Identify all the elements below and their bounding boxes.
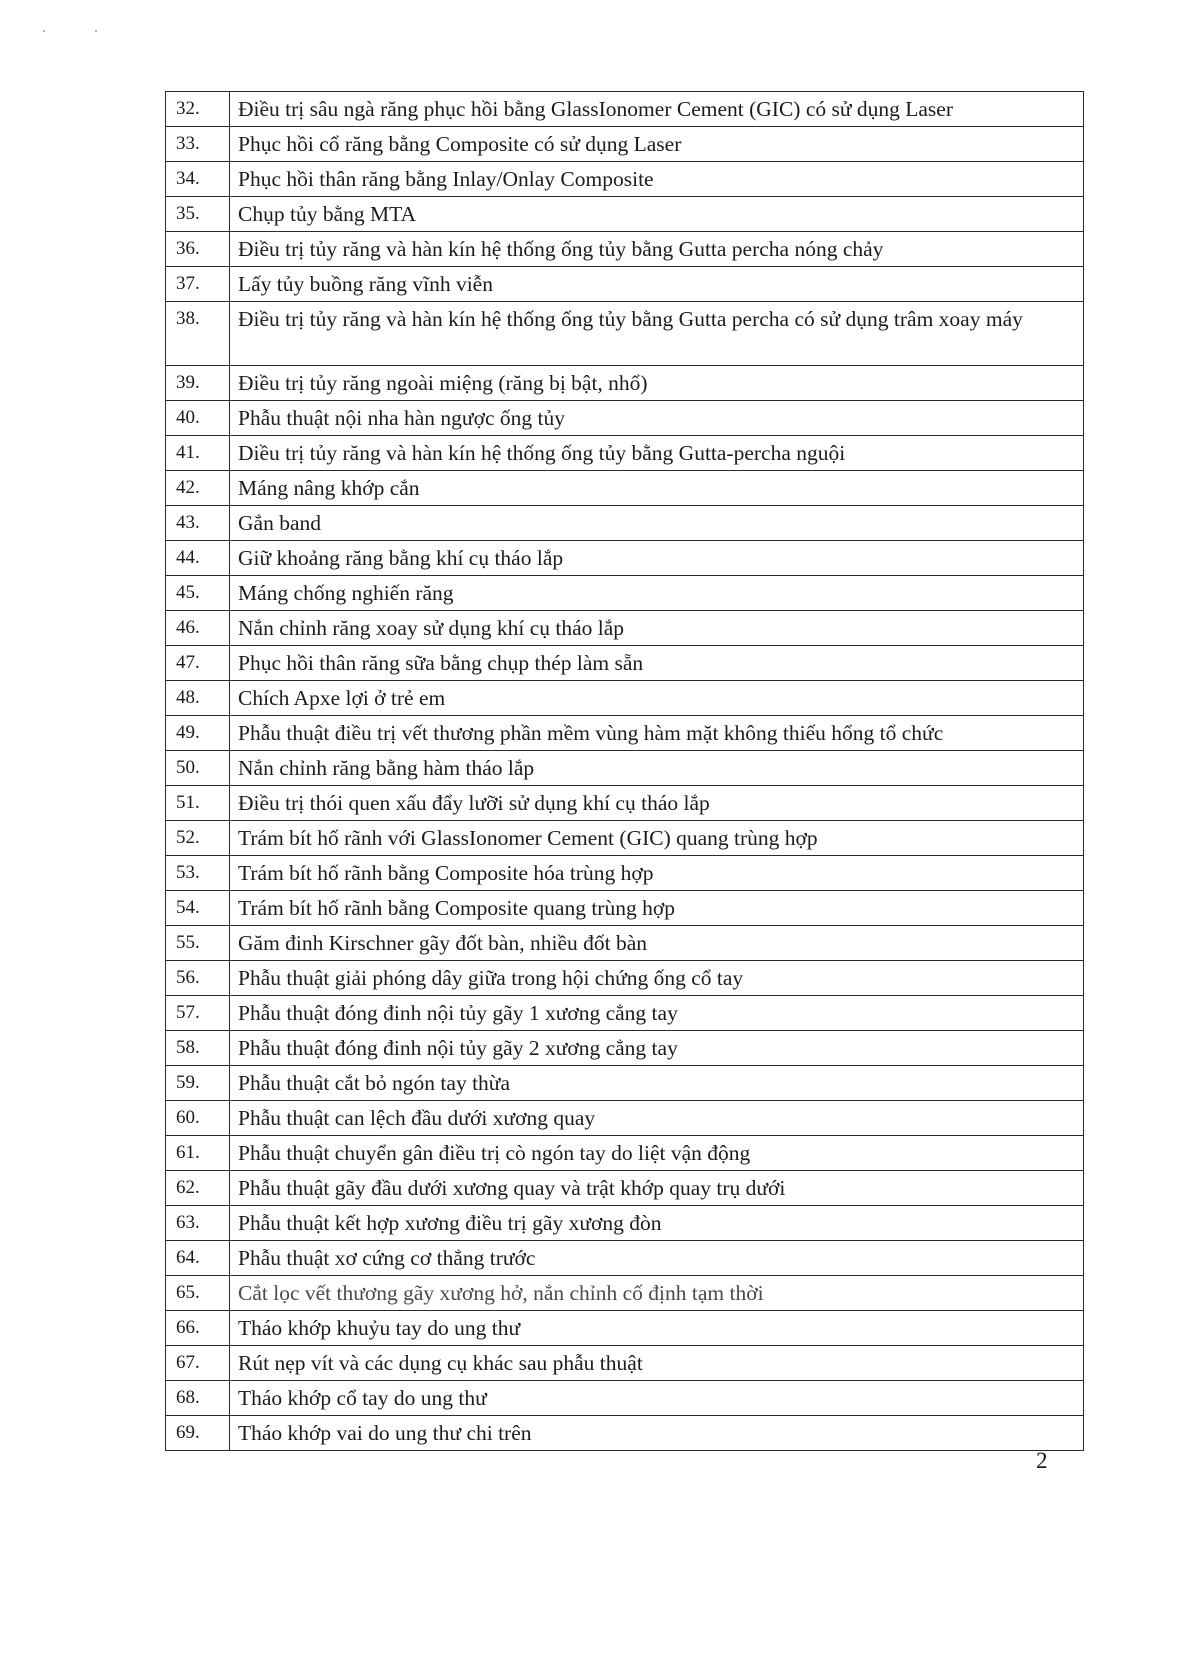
table-row — [166, 611, 1084, 646]
table-row — [166, 92, 1084, 127]
row-procedure: Phẫu thuật nội nha hàn ngược ống tủy — [230, 401, 1084, 436]
row-number: 36. — [166, 232, 230, 267]
row-number: 62. — [166, 1171, 230, 1206]
table-row — [166, 302, 1084, 366]
row-number: 55. — [166, 926, 230, 961]
table-row — [166, 127, 1084, 162]
table-row — [166, 1136, 1084, 1171]
row-procedure: Phẫu thuật gãy đầu dưới xương quay và trật khớp quay trụ dưới — [230, 1171, 1084, 1206]
table-row — [166, 1381, 1084, 1416]
row-number: 60. — [166, 1101, 230, 1136]
table-row — [166, 961, 1084, 996]
scan-speck — [95, 30, 97, 32]
row-procedure: Diều trị tủy răng và hàn kín hệ thống ống tủy bằng Gutta-percha nguội — [230, 436, 1084, 471]
table-row — [166, 1241, 1084, 1276]
row-procedure: Điều trị tủy răng và hàn kín hệ thống ống tủy bằng Gutta percha có sử dụng trâm xoay máy — [230, 302, 1084, 366]
row-procedure: Điều trị tủy răng và hàn kín hệ thống ống tủy bằng Gutta percha nóng chảy — [230, 232, 1084, 267]
row-number: 46. — [166, 611, 230, 646]
table-row — [166, 471, 1084, 506]
row-procedure: Máng nâng khớp cắn — [230, 471, 1084, 506]
row-number: 65. — [166, 1276, 230, 1311]
row-number: 69. — [166, 1416, 230, 1451]
table-row — [166, 436, 1084, 471]
table-row — [166, 926, 1084, 961]
row-number: 67. — [166, 1346, 230, 1381]
table-row — [166, 646, 1084, 681]
row-number: 40. — [166, 401, 230, 436]
row-procedure: Phẫu thuật đóng đinh nội tủy gãy 1 xương cẳng tay — [230, 996, 1084, 1031]
table-row — [166, 751, 1084, 786]
row-number: 49. — [166, 716, 230, 751]
row-procedure: Găm đinh Kirschner gãy đốt bàn, nhiều đốt bàn — [230, 926, 1084, 961]
row-procedure: Điều trị thói quen xấu đẩy lưỡi sử dụng khí cụ tháo lắp — [230, 786, 1084, 821]
row-number: 66. — [166, 1311, 230, 1346]
table-row — [166, 366, 1084, 401]
row-procedure: Điều trị sâu ngà răng phục hồi bằng GlassIonomer Cement (GIC) có sử dụng Laser — [230, 92, 1084, 127]
row-number: 59. — [166, 1066, 230, 1101]
table-row — [166, 716, 1084, 751]
row-procedure: Điều trị tủy răng ngoài miệng (răng bị bật, nhổ) — [230, 366, 1084, 401]
row-number: 41. — [166, 436, 230, 471]
row-procedure: Phẫu thuật xơ cứng cơ thẳng trước — [230, 1241, 1084, 1276]
table-row — [166, 1206, 1084, 1241]
row-number: 56. — [166, 961, 230, 996]
scan-speck — [43, 30, 45, 32]
row-number: 63. — [166, 1206, 230, 1241]
row-number: 33. — [166, 127, 230, 162]
row-procedure: Phẫu thuật kết hợp xương điều trị gãy xương đòn — [230, 1206, 1084, 1241]
table-row — [166, 1031, 1084, 1066]
table-row — [166, 1101, 1084, 1136]
table-row — [166, 856, 1084, 891]
row-procedure: Phẫu thuật can lệch đầu dưới xương quay — [230, 1101, 1084, 1136]
table-row — [166, 786, 1084, 821]
row-number: 34. — [166, 162, 230, 197]
row-procedure: Rút nẹp vít và các dụng cụ khác sau phẫu thuật — [230, 1346, 1084, 1381]
table-row — [166, 576, 1084, 611]
row-procedure: Phẫu thuật chuyển gân điều trị cò ngón tay do liệt vận động — [230, 1136, 1084, 1171]
row-number: 58. — [166, 1031, 230, 1066]
row-number: 51. — [166, 786, 230, 821]
table-row — [166, 1311, 1084, 1346]
table-row — [166, 1171, 1084, 1206]
table-row — [166, 267, 1084, 302]
row-procedure: Phẫu thuật cắt bỏ ngón tay thừa — [230, 1066, 1084, 1101]
row-number: 39. — [166, 366, 230, 401]
row-procedure: Nắn chỉnh răng xoay sử dụng khí cụ tháo lắp — [230, 611, 1084, 646]
table-row — [166, 891, 1084, 926]
table-row — [166, 1066, 1084, 1101]
row-number: 52. — [166, 821, 230, 856]
row-number: 38. — [166, 302, 230, 366]
row-number: 37. — [166, 267, 230, 302]
row-number: 57. — [166, 996, 230, 1031]
row-number: 53. — [166, 856, 230, 891]
row-procedure: Trám bít hố rãnh với GlassIonomer Cement (GIC) quang trùng hợp — [230, 821, 1084, 856]
row-number: 32. — [166, 92, 230, 127]
table-row — [166, 162, 1084, 197]
row-number: 50. — [166, 751, 230, 786]
table-row — [166, 541, 1084, 576]
row-procedure: Chụp tủy bằng MTA — [230, 197, 1084, 232]
table-row — [166, 1416, 1084, 1451]
row-number: 45. — [166, 576, 230, 611]
table-row — [166, 1276, 1084, 1311]
table-row — [166, 197, 1084, 232]
row-procedure: Nắn chỉnh răng bằng hàm tháo lắp — [230, 751, 1084, 786]
row-procedure: Tháo khớp khuỷu tay do ung thư — [230, 1311, 1084, 1346]
row-number: 54. — [166, 891, 230, 926]
row-procedure: Chích Apxe lợi ở trẻ em — [230, 681, 1084, 716]
row-procedure: Phục hồi thân răng bằng Inlay/Onlay Composite — [230, 162, 1084, 197]
row-procedure: Cắt lọc vết thương gãy xương hở, nắn chỉnh cố định tạm thời — [230, 1276, 1084, 1311]
row-number: 68. — [166, 1381, 230, 1416]
table-row — [166, 506, 1084, 541]
row-number: 35. — [166, 197, 230, 232]
row-procedure: Phục hồi thân răng sữa bằng chụp thép làm sẵn — [230, 646, 1084, 681]
row-procedure: Máng chống nghiến răng — [230, 576, 1084, 611]
row-number: 44. — [166, 541, 230, 576]
table-row — [166, 401, 1084, 436]
row-procedure: Giữ khoảng răng bằng khí cụ tháo lắp — [230, 541, 1084, 576]
row-number: 42. — [166, 471, 230, 506]
row-number: 64. — [166, 1241, 230, 1276]
row-procedure: Trám bít hố rãnh bằng Composite hóa trùng hợp — [230, 856, 1084, 891]
row-procedure: Tháo khớp vai do ung thư chi trên — [230, 1416, 1084, 1451]
row-procedure: Phẫu thuật điều trị vết thương phần mềm vùng hàm mặt không thiếu hổng tổ chức — [230, 716, 1084, 751]
table-row — [166, 821, 1084, 856]
row-number: 48. — [166, 681, 230, 716]
row-procedure: Tháo khớp cổ tay do ung thư — [230, 1381, 1084, 1416]
row-procedure: Phục hồi cổ răng bằng Composite có sử dụng Laser — [230, 127, 1084, 162]
row-procedure: Phẫu thuật đóng đinh nội tủy gãy 2 xương cẳng tay — [230, 1031, 1084, 1066]
table-row — [166, 232, 1084, 267]
row-procedure: Phẫu thuật giải phóng dây giữa trong hội chứng ống cổ tay — [230, 961, 1084, 996]
table-row — [166, 1346, 1084, 1381]
row-number: 47. — [166, 646, 230, 681]
row-procedure: Lấy tủy buồng răng vĩnh viễn — [230, 267, 1084, 302]
table-row — [166, 996, 1084, 1031]
procedure-table — [165, 91, 1084, 1451]
table-row — [166, 681, 1084, 716]
row-procedure: Trám bít hố rãnh bằng Composite quang trùng hợp — [230, 891, 1084, 926]
page-number: 2 — [1036, 1448, 1048, 1473]
row-procedure: Gắn band — [230, 506, 1084, 541]
row-number: 61. — [166, 1136, 230, 1171]
row-number: 43. — [166, 506, 230, 541]
